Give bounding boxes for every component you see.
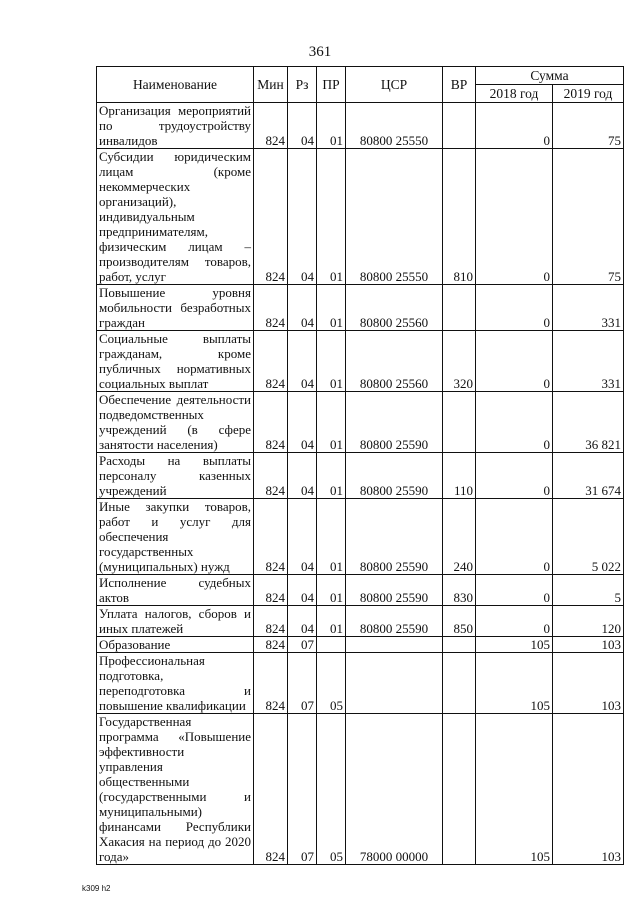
table-row <box>97 637 624 653</box>
row-name: Социальные выплаты гражданам, кроме публичных нормативных социальных выплат <box>97 331 254 392</box>
row-sum-2019: 36 821 <box>553 392 624 453</box>
row-pr: 01 <box>317 103 346 149</box>
row-sum-2018: 105 <box>476 653 553 714</box>
row-name: Уплата налогов, сборов и иных платежей <box>97 606 254 637</box>
row-sum-2018: 105 <box>476 714 553 865</box>
row-rz: 04 <box>288 499 317 575</box>
row-rz: 04 <box>288 606 317 637</box>
row-min: 824 <box>254 637 288 653</box>
row-sum-2019: 5 <box>553 575 624 606</box>
row-vr <box>443 714 476 865</box>
row-min: 824 <box>254 575 288 606</box>
row-rz: 07 <box>288 637 317 653</box>
row-rz: 04 <box>288 149 317 285</box>
header-rz: Рз <box>288 67 317 103</box>
row-sum-2018: 0 <box>476 499 553 575</box>
row-vr: 240 <box>443 499 476 575</box>
row-csr: 80800 25590 <box>346 606 443 637</box>
row-min: 824 <box>254 285 288 331</box>
row-csr: 80800 25590 <box>346 453 443 499</box>
row-sum-2018: 0 <box>476 331 553 392</box>
row-pr: 01 <box>317 392 346 453</box>
row-sum-2018: 105 <box>476 637 553 653</box>
row-vr: 810 <box>443 149 476 285</box>
header-year-2018: 2018 год <box>476 85 553 103</box>
row-vr <box>443 392 476 453</box>
table-row <box>97 392 624 453</box>
table-row <box>97 149 624 285</box>
row-csr: 80800 25550 <box>346 149 443 285</box>
footer-code: k309 h2 <box>82 884 111 893</box>
row-vr <box>443 285 476 331</box>
row-vr <box>443 653 476 714</box>
row-sum-2019: 75 <box>553 149 624 285</box>
row-sum-2018: 0 <box>476 103 553 149</box>
row-csr <box>346 653 443 714</box>
page-number: 361 <box>308 44 332 60</box>
table-row <box>97 575 624 606</box>
header-pr: ПР <box>317 67 346 103</box>
row-min: 824 <box>254 331 288 392</box>
row-min: 824 <box>254 499 288 575</box>
row-sum-2019: 75 <box>553 103 624 149</box>
header-name: Наименование <box>97 67 254 103</box>
row-pr: 01 <box>317 331 346 392</box>
header-csr: ЦСР <box>346 67 443 103</box>
row-csr: 80800 25560 <box>346 331 443 392</box>
row-name: Субсидии юридическим лицам (кроме некоммерческих организаций), индивидуальным предпринимателям, физическим лицам – производителям товаров, работ, услуг <box>97 149 254 285</box>
row-sum-2019: 5 022 <box>553 499 624 575</box>
table-row <box>97 714 624 865</box>
row-pr: 01 <box>317 453 346 499</box>
row-min: 824 <box>254 149 288 285</box>
row-vr: 830 <box>443 575 476 606</box>
row-sum-2019: 31 674 <box>553 453 624 499</box>
row-pr: 01 <box>317 575 346 606</box>
row-csr: 80800 25590 <box>346 392 443 453</box>
row-rz: 07 <box>288 653 317 714</box>
row-pr: 05 <box>317 714 346 865</box>
row-rz: 04 <box>288 331 317 392</box>
row-pr: 05 <box>317 653 346 714</box>
row-vr: 850 <box>443 606 476 637</box>
row-csr: 78000 00000 <box>346 714 443 865</box>
row-min: 824 <box>254 103 288 149</box>
row-rz: 04 <box>288 285 317 331</box>
row-sum-2018: 0 <box>476 575 553 606</box>
row-pr: 01 <box>317 606 346 637</box>
row-min: 824 <box>254 392 288 453</box>
row-name: Государственная программа «Повышение эффективности управления общественными (государственными и муниципальными) финансами Республики Хакасия на период до 2020 года» <box>97 714 254 865</box>
row-rz: 07 <box>288 714 317 865</box>
table-row <box>97 499 624 575</box>
row-csr: 80800 25590 <box>346 499 443 575</box>
row-sum-2018: 0 <box>476 149 553 285</box>
row-min: 824 <box>254 653 288 714</box>
row-vr: 110 <box>443 453 476 499</box>
row-vr <box>443 103 476 149</box>
row-sum-2019: 120 <box>553 606 624 637</box>
row-csr <box>346 637 443 653</box>
table-row <box>97 453 624 499</box>
table-body <box>97 103 624 865</box>
row-min: 824 <box>254 606 288 637</box>
row-sum-2018: 0 <box>476 606 553 637</box>
row-min: 824 <box>254 714 288 865</box>
row-name: Организация мероприятий по трудоустройству инвалидов <box>97 103 254 149</box>
budget-table <box>96 66 624 865</box>
row-name: Обеспечение деятельности подведомственных учреждений (в сфере занятости населения) <box>97 392 254 453</box>
row-rz: 04 <box>288 392 317 453</box>
row-csr: 80800 25550 <box>346 103 443 149</box>
header-min: Мин <box>254 67 288 103</box>
row-name: Повышение уровня мобильности безработных граждан <box>97 285 254 331</box>
row-sum-2019: 103 <box>553 653 624 714</box>
table-row <box>97 285 624 331</box>
table-row <box>97 331 624 392</box>
header-vr: ВР <box>443 67 476 103</box>
row-sum-2018: 0 <box>476 453 553 499</box>
table-row <box>97 606 624 637</box>
table-row <box>97 653 624 714</box>
row-sum-2019: 103 <box>553 714 624 865</box>
row-csr: 80800 25560 <box>346 285 443 331</box>
row-pr: 01 <box>317 499 346 575</box>
header-sum: Сумма <box>476 67 624 85</box>
row-pr: 01 <box>317 149 346 285</box>
row-sum-2019: 103 <box>553 637 624 653</box>
row-name: Расходы на выплаты персоналу казенных учреждений <box>97 453 254 499</box>
row-name: Иные закупки товаров, работ и услуг для обеспечения государственных (муниципальных) нужд <box>97 499 254 575</box>
table-row <box>97 103 624 149</box>
row-pr: 01 <box>317 285 346 331</box>
row-name: Исполнение судебных актов <box>97 575 254 606</box>
row-sum-2018: 0 <box>476 392 553 453</box>
row-rz: 04 <box>288 103 317 149</box>
header-year-2019: 2019 год <box>553 85 624 103</box>
row-rz: 04 <box>288 575 317 606</box>
row-csr: 80800 25590 <box>346 575 443 606</box>
row-pr <box>317 637 346 653</box>
row-sum-2018: 0 <box>476 285 553 331</box>
row-name: Образование <box>97 637 254 653</box>
row-vr: 320 <box>443 331 476 392</box>
row-rz: 04 <box>288 453 317 499</box>
row-name: Профессиональная подготовка, переподготовка и повышение квалификации <box>97 653 254 714</box>
row-sum-2019: 331 <box>553 285 624 331</box>
row-sum-2019: 331 <box>553 331 624 392</box>
row-min: 824 <box>254 453 288 499</box>
row-vr <box>443 637 476 653</box>
